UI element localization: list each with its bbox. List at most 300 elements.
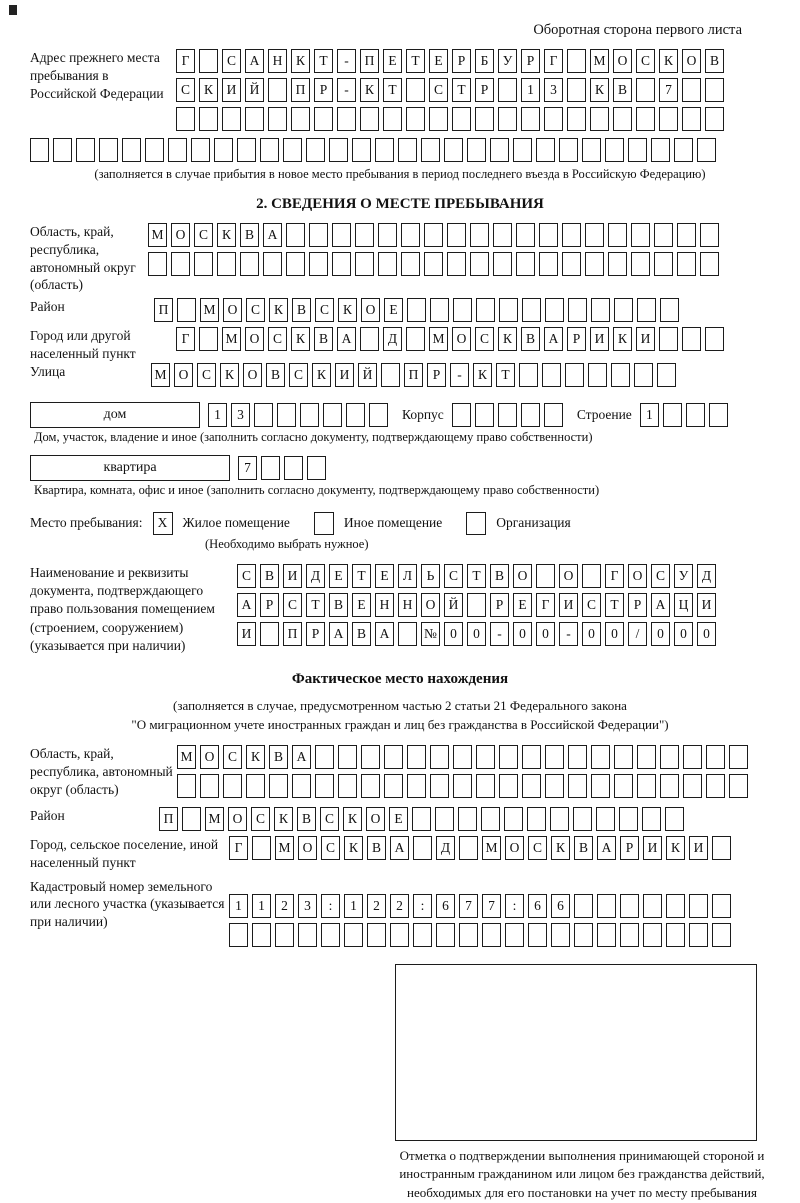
char-cell[interactable]: К — [338, 298, 357, 322]
char-cell[interactable] — [269, 774, 288, 798]
char-cell[interactable] — [406, 107, 425, 131]
char-cell[interactable] — [522, 774, 541, 798]
char-cell[interactable] — [493, 252, 512, 276]
char-cell[interactable] — [493, 223, 512, 247]
char-cell[interactable] — [412, 807, 431, 831]
char-cell[interactable] — [551, 923, 570, 947]
char-cell[interactable] — [597, 923, 616, 947]
char-cell[interactable]: Д — [383, 327, 402, 351]
char-cell[interactable]: И — [283, 564, 302, 588]
char-cell[interactable]: Ц — [674, 593, 693, 617]
char-cell[interactable]: К — [344, 836, 363, 860]
char-cell[interactable] — [689, 923, 708, 947]
char-cell[interactable] — [337, 107, 356, 131]
char-cell[interactable] — [597, 894, 616, 918]
char-cell[interactable] — [191, 138, 210, 162]
char-cell[interactable]: Л — [398, 564, 417, 588]
char-cell[interactable] — [651, 138, 670, 162]
char-cell[interactable] — [504, 807, 523, 831]
char-cell[interactable] — [682, 327, 701, 351]
char-cell[interactable]: Р — [521, 49, 540, 73]
char-cell[interactable] — [360, 107, 379, 131]
char-cell[interactable]: И — [335, 363, 354, 387]
char-cell[interactable] — [338, 774, 357, 798]
char-cell[interactable] — [315, 774, 334, 798]
char-cell[interactable]: А — [390, 836, 409, 860]
char-cell[interactable] — [574, 923, 593, 947]
char-cell[interactable] — [562, 252, 581, 276]
char-cell[interactable] — [636, 107, 655, 131]
char-cell[interactable] — [634, 363, 653, 387]
char-cell[interactable]: К — [291, 327, 310, 351]
char-cell[interactable]: М — [151, 363, 170, 387]
char-cell[interactable]: Т — [452, 78, 471, 102]
char-cell[interactable]: С — [651, 564, 670, 588]
char-cell[interactable] — [562, 223, 581, 247]
char-cell[interactable] — [453, 298, 472, 322]
char-cell[interactable] — [608, 252, 627, 276]
char-cell[interactable] — [700, 223, 719, 247]
char-cell[interactable]: К — [269, 298, 288, 322]
char-cell[interactable]: Т — [306, 593, 325, 617]
char-cell[interactable]: С — [289, 363, 308, 387]
char-cell[interactable] — [355, 252, 374, 276]
apartment-type-box[interactable]: квартира — [30, 455, 230, 481]
char-cell[interactable] — [453, 774, 472, 798]
char-cell[interactable] — [659, 327, 678, 351]
char-cell[interactable] — [591, 774, 610, 798]
char-cell[interactable]: О — [228, 807, 247, 831]
char-cell[interactable] — [705, 78, 724, 102]
char-cell[interactable]: В — [521, 327, 540, 351]
char-cell[interactable] — [470, 223, 489, 247]
char-cell[interactable] — [176, 107, 195, 131]
char-cell[interactable]: 7 — [459, 894, 478, 918]
char-cell[interactable] — [261, 456, 280, 480]
char-cell[interactable] — [567, 49, 586, 73]
char-cell[interactable]: 7 — [659, 78, 678, 102]
char-cell[interactable]: С — [320, 807, 339, 831]
char-cell[interactable]: Й — [245, 78, 264, 102]
char-cell[interactable] — [505, 923, 524, 947]
char-cell[interactable]: К — [312, 363, 331, 387]
char-cell[interactable]: Р — [628, 593, 647, 617]
char-cell[interactable] — [582, 138, 601, 162]
char-cell[interactable] — [591, 298, 610, 322]
char-cell[interactable] — [254, 403, 273, 427]
char-cell[interactable] — [171, 252, 190, 276]
char-cell[interactable] — [513, 138, 532, 162]
char-cell[interactable] — [712, 836, 731, 860]
char-cell[interactable] — [369, 403, 388, 427]
char-cell[interactable] — [453, 745, 472, 769]
char-cell[interactable] — [683, 745, 702, 769]
char-cell[interactable]: Т — [605, 593, 624, 617]
char-cell[interactable] — [398, 622, 417, 646]
char-cell[interactable] — [614, 745, 633, 769]
char-cell[interactable]: К — [220, 363, 239, 387]
char-cell[interactable] — [544, 403, 563, 427]
char-cell[interactable] — [309, 252, 328, 276]
char-cell[interactable]: С — [223, 745, 242, 769]
char-cell[interactable]: 0 — [674, 622, 693, 646]
char-cell[interactable]: К — [613, 327, 632, 351]
char-cell[interactable] — [665, 807, 684, 831]
char-cell[interactable] — [390, 923, 409, 947]
char-cell[interactable]: Е — [375, 564, 394, 588]
char-cell[interactable] — [490, 138, 509, 162]
char-cell[interactable]: Й — [358, 363, 377, 387]
char-cell[interactable]: К — [659, 49, 678, 73]
char-cell[interactable] — [545, 298, 564, 322]
char-cell[interactable] — [614, 774, 633, 798]
char-cell[interactable]: Е — [352, 593, 371, 617]
char-cell[interactable]: - — [490, 622, 509, 646]
char-cell[interactable]: О — [628, 564, 647, 588]
char-cell[interactable] — [709, 403, 728, 427]
char-cell[interactable] — [582, 564, 601, 588]
char-cell[interactable] — [689, 894, 708, 918]
char-cell[interactable]: А — [263, 223, 282, 247]
char-cell[interactable]: Т — [467, 564, 486, 588]
char-cell[interactable]: С — [444, 564, 463, 588]
char-cell[interactable] — [199, 49, 218, 73]
char-cell[interactable]: Г — [536, 593, 555, 617]
char-cell[interactable] — [712, 923, 731, 947]
char-cell[interactable]: О — [245, 327, 264, 351]
char-cell[interactable] — [620, 894, 639, 918]
char-cell[interactable]: Ь — [421, 564, 440, 588]
char-cell[interactable] — [499, 774, 518, 798]
char-cell[interactable]: И — [559, 593, 578, 617]
char-cell[interactable]: С — [237, 564, 256, 588]
char-cell[interactable] — [568, 774, 587, 798]
char-cell[interactable]: 6 — [551, 894, 570, 918]
char-cell[interactable] — [585, 223, 604, 247]
char-cell[interactable] — [444, 138, 463, 162]
char-cell[interactable]: О — [513, 564, 532, 588]
char-cell[interactable]: П — [360, 49, 379, 73]
char-cell[interactable] — [182, 807, 201, 831]
char-cell[interactable]: Г — [176, 327, 195, 351]
char-cell[interactable] — [436, 923, 455, 947]
char-cell[interactable] — [705, 107, 724, 131]
char-cell[interactable]: 0 — [467, 622, 486, 646]
char-cell[interactable] — [30, 138, 49, 162]
char-cell[interactable] — [475, 107, 494, 131]
char-cell[interactable]: М — [429, 327, 448, 351]
char-cell[interactable] — [447, 252, 466, 276]
char-cell[interactable]: В — [314, 327, 333, 351]
char-cell[interactable]: 0 — [513, 622, 532, 646]
char-cell[interactable]: С — [246, 298, 265, 322]
char-cell[interactable]: С — [283, 593, 302, 617]
char-cell[interactable] — [596, 807, 615, 831]
char-cell[interactable] — [476, 774, 495, 798]
char-cell[interactable] — [476, 298, 495, 322]
char-cell[interactable]: Н — [398, 593, 417, 617]
char-cell[interactable] — [199, 107, 218, 131]
char-cell[interactable]: - — [337, 78, 356, 102]
char-cell[interactable] — [99, 138, 118, 162]
char-cell[interactable] — [467, 593, 486, 617]
char-cell[interactable] — [378, 223, 397, 247]
char-cell[interactable]: О — [682, 49, 701, 73]
char-cell[interactable]: А — [245, 49, 264, 73]
char-cell[interactable] — [214, 138, 233, 162]
char-cell[interactable] — [573, 807, 592, 831]
char-cell[interactable] — [499, 745, 518, 769]
char-cell[interactable] — [481, 807, 500, 831]
char-cell[interactable] — [666, 894, 685, 918]
char-cell[interactable] — [628, 138, 647, 162]
char-cell[interactable] — [452, 403, 471, 427]
char-cell[interactable] — [401, 223, 420, 247]
char-cell[interactable] — [381, 363, 400, 387]
char-cell[interactable] — [528, 923, 547, 947]
char-cell[interactable]: В — [292, 298, 311, 322]
char-cell[interactable] — [383, 107, 402, 131]
char-cell[interactable] — [482, 923, 501, 947]
char-cell[interactable] — [654, 223, 673, 247]
char-cell[interactable] — [567, 107, 586, 131]
char-cell[interactable]: Д — [306, 564, 325, 588]
char-cell[interactable]: В — [352, 622, 371, 646]
char-cell[interactable]: Н — [375, 593, 394, 617]
checkbox-residential[interactable]: X — [153, 512, 173, 535]
char-cell[interactable]: О — [613, 49, 632, 73]
char-cell[interactable]: Р — [490, 593, 509, 617]
char-cell[interactable]: 6 — [528, 894, 547, 918]
char-cell[interactable]: У — [674, 564, 693, 588]
char-cell[interactable] — [384, 745, 403, 769]
char-cell[interactable]: : — [321, 894, 340, 918]
char-cell[interactable]: С — [315, 298, 334, 322]
char-cell[interactable] — [643, 894, 662, 918]
char-cell[interactable] — [631, 252, 650, 276]
char-cell[interactable] — [659, 107, 678, 131]
char-cell[interactable]: Р — [260, 593, 279, 617]
char-cell[interactable] — [663, 403, 682, 427]
char-cell[interactable]: 1 — [344, 894, 363, 918]
char-cell[interactable] — [177, 774, 196, 798]
char-cell[interactable]: И — [222, 78, 241, 102]
char-cell[interactable]: П — [404, 363, 423, 387]
char-cell[interactable] — [268, 78, 287, 102]
char-cell[interactable]: - — [559, 622, 578, 646]
char-cell[interactable]: В — [574, 836, 593, 860]
char-cell[interactable] — [550, 807, 569, 831]
char-cell[interactable] — [539, 223, 558, 247]
char-cell[interactable] — [378, 252, 397, 276]
char-cell[interactable] — [286, 223, 305, 247]
char-cell[interactable]: Р — [475, 78, 494, 102]
char-cell[interactable]: Р — [567, 327, 586, 351]
char-cell[interactable]: С — [197, 363, 216, 387]
char-cell[interactable]: Р — [306, 622, 325, 646]
char-cell[interactable] — [521, 107, 540, 131]
char-cell[interactable]: А — [329, 622, 348, 646]
char-cell[interactable]: Р — [452, 49, 471, 73]
char-cell[interactable] — [284, 456, 303, 480]
char-cell[interactable]: М — [205, 807, 224, 831]
char-cell[interactable] — [222, 107, 241, 131]
char-cell[interactable] — [657, 363, 676, 387]
char-cell[interactable]: М — [590, 49, 609, 73]
char-cell[interactable]: П — [154, 298, 173, 322]
char-cell[interactable] — [459, 836, 478, 860]
char-cell[interactable] — [498, 403, 517, 427]
char-cell[interactable] — [260, 138, 279, 162]
char-cell[interactable] — [544, 107, 563, 131]
char-cell[interactable] — [375, 138, 394, 162]
char-cell[interactable]: С — [194, 223, 213, 247]
char-cell[interactable] — [683, 774, 702, 798]
char-cell[interactable] — [568, 298, 587, 322]
char-cell[interactable] — [660, 745, 679, 769]
char-cell[interactable] — [263, 252, 282, 276]
char-cell[interactable] — [260, 622, 279, 646]
char-cell[interactable]: С — [636, 49, 655, 73]
char-cell[interactable]: О — [366, 807, 385, 831]
char-cell[interactable] — [421, 138, 440, 162]
char-cell[interactable]: С — [321, 836, 340, 860]
char-cell[interactable] — [619, 807, 638, 831]
char-cell[interactable] — [574, 894, 593, 918]
char-cell[interactable]: О — [174, 363, 193, 387]
char-cell[interactable] — [585, 252, 604, 276]
char-cell[interactable] — [332, 223, 351, 247]
char-cell[interactable] — [309, 223, 328, 247]
char-cell[interactable]: О — [452, 327, 471, 351]
char-cell[interactable]: И — [689, 836, 708, 860]
char-cell[interactable] — [194, 252, 213, 276]
char-cell[interactable] — [401, 252, 420, 276]
char-cell[interactable]: С — [176, 78, 195, 102]
char-cell[interactable]: 0 — [651, 622, 670, 646]
char-cell[interactable]: П — [159, 807, 178, 831]
char-cell[interactable]: Р — [314, 78, 333, 102]
char-cell[interactable]: Т — [383, 78, 402, 102]
char-cell[interactable] — [307, 456, 326, 480]
char-cell[interactable]: С — [222, 49, 241, 73]
char-cell[interactable] — [631, 223, 650, 247]
char-cell[interactable]: А — [237, 593, 256, 617]
char-cell[interactable]: Г — [605, 564, 624, 588]
char-cell[interactable] — [614, 298, 633, 322]
char-cell[interactable] — [700, 252, 719, 276]
char-cell[interactable]: В — [260, 564, 279, 588]
char-cell[interactable] — [522, 745, 541, 769]
char-cell[interactable] — [527, 807, 546, 831]
char-cell[interactable] — [240, 252, 259, 276]
char-cell[interactable]: С — [268, 327, 287, 351]
char-cell[interactable]: С — [429, 78, 448, 102]
char-cell[interactable] — [706, 774, 725, 798]
char-cell[interactable] — [459, 923, 478, 947]
char-cell[interactable] — [498, 78, 517, 102]
char-cell[interactable]: : — [413, 894, 432, 918]
char-cell[interactable] — [406, 78, 425, 102]
char-cell[interactable] — [277, 403, 296, 427]
char-cell[interactable] — [275, 923, 294, 947]
char-cell[interactable]: Й — [444, 593, 463, 617]
char-cell[interactable]: Е — [329, 564, 348, 588]
char-cell[interactable]: Т — [314, 49, 333, 73]
char-cell[interactable]: О — [243, 363, 262, 387]
char-cell[interactable] — [636, 78, 655, 102]
char-cell[interactable] — [620, 923, 639, 947]
char-cell[interactable]: С — [582, 593, 601, 617]
char-cell[interactable] — [430, 774, 449, 798]
char-cell[interactable] — [522, 298, 541, 322]
char-cell[interactable]: В — [705, 49, 724, 73]
char-cell[interactable]: 3 — [298, 894, 317, 918]
checkbox-organization[interactable] — [466, 512, 486, 535]
char-cell[interactable]: И — [697, 593, 716, 617]
char-cell[interactable] — [367, 923, 386, 947]
char-cell[interactable] — [660, 774, 679, 798]
char-cell[interactable]: Е — [429, 49, 448, 73]
char-cell[interactable] — [314, 107, 333, 131]
char-cell[interactable] — [643, 923, 662, 947]
char-cell[interactable]: 0 — [697, 622, 716, 646]
char-cell[interactable]: 2 — [367, 894, 386, 918]
char-cell[interactable] — [642, 807, 661, 831]
char-cell[interactable] — [292, 774, 311, 798]
char-cell[interactable]: М — [275, 836, 294, 860]
char-cell[interactable]: В — [613, 78, 632, 102]
char-cell[interactable] — [447, 223, 466, 247]
char-cell[interactable]: О — [361, 298, 380, 322]
char-cell[interactable]: И — [237, 622, 256, 646]
char-cell[interactable]: 7 — [482, 894, 501, 918]
char-cell[interactable] — [286, 252, 305, 276]
char-cell[interactable]: Е — [389, 807, 408, 831]
char-cell[interactable] — [122, 138, 141, 162]
char-cell[interactable] — [499, 298, 518, 322]
char-cell[interactable] — [476, 745, 495, 769]
char-cell[interactable]: Б — [475, 49, 494, 73]
char-cell[interactable] — [605, 138, 624, 162]
char-cell[interactable] — [306, 138, 325, 162]
char-cell[interactable]: С — [475, 327, 494, 351]
char-cell[interactable] — [413, 836, 432, 860]
char-cell[interactable]: В — [367, 836, 386, 860]
char-cell[interactable]: И — [590, 327, 609, 351]
char-cell[interactable] — [729, 774, 748, 798]
char-cell[interactable] — [429, 107, 448, 131]
char-cell[interactable] — [168, 138, 187, 162]
char-cell[interactable] — [200, 774, 219, 798]
char-cell[interactable] — [452, 107, 471, 131]
char-cell[interactable] — [407, 774, 426, 798]
char-cell[interactable] — [298, 923, 317, 947]
char-cell[interactable]: 1 — [208, 403, 227, 427]
char-cell[interactable]: № — [421, 622, 440, 646]
char-cell[interactable] — [360, 327, 379, 351]
char-cell[interactable] — [355, 223, 374, 247]
char-cell[interactable] — [677, 252, 696, 276]
char-cell[interactable] — [245, 107, 264, 131]
char-cell[interactable]: О — [171, 223, 190, 247]
char-cell[interactable] — [332, 252, 351, 276]
char-cell[interactable] — [697, 138, 716, 162]
char-cell[interactable]: К — [551, 836, 570, 860]
char-cell[interactable]: Д — [436, 836, 455, 860]
char-cell[interactable]: - — [337, 49, 356, 73]
char-cell[interactable]: М — [200, 298, 219, 322]
